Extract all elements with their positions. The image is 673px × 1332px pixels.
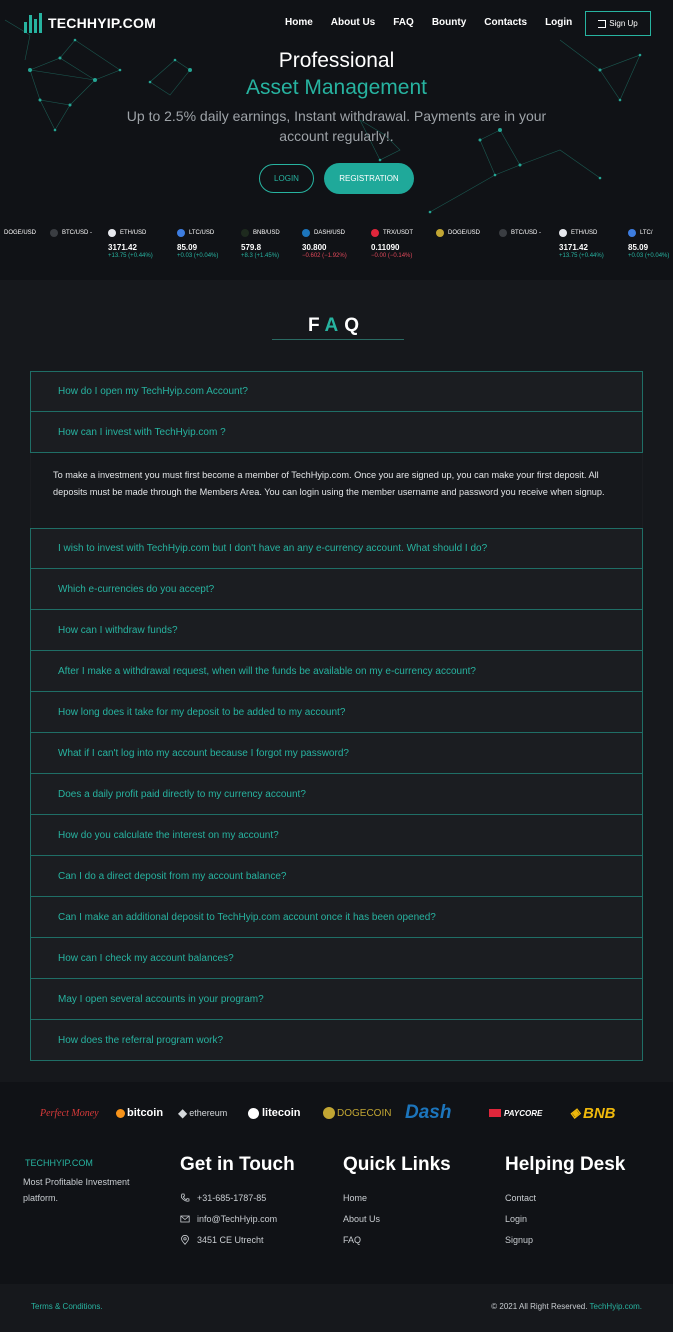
paycore-icon	[489, 1109, 501, 1117]
bnb-logo-text: BNB	[583, 1104, 616, 1122]
faq-question[interactable]: May I open several accounts in your program?	[30, 979, 643, 1020]
footer-email-text: info@TechHyip.com	[197, 1214, 278, 1224]
copyright-site-link[interactable]: TechHyip.com.	[589, 1302, 642, 1311]
ethereum-icon: ◆	[178, 1106, 188, 1120]
ticker-change: −0.00 (−0.14%)	[371, 253, 413, 259]
dogecoin-logo-text: DOGECOIN	[337, 1107, 392, 1119]
faq-question[interactable]: How do you calculate the interest on my account?	[30, 815, 643, 856]
quick-links-heading: Quick Links	[343, 1154, 451, 1175]
nav-home[interactable]: Home	[285, 17, 313, 28]
coin-icon	[302, 229, 310, 237]
footer-link-about-us[interactable]: About Us	[343, 1214, 381, 1224]
footer-link-login[interactable]: Login	[505, 1214, 528, 1224]
ticker-price: 85.09	[177, 243, 198, 252]
ticker-price: 0.11090	[371, 243, 400, 252]
bitcoin-logo-text: bitcoin	[127, 1107, 164, 1119]
footer-link-faq[interactable]: FAQ	[343, 1235, 362, 1245]
ticker-item[interactable]	[50, 229, 92, 243]
ticker-item[interactable]	[371, 229, 413, 259]
ticker-pair-label: TRX/USDT	[383, 230, 413, 236]
faq-question[interactable]: Which e-currencies do you accept?	[30, 569, 643, 610]
faq-question[interactable]: How can I withdraw funds?	[30, 610, 643, 651]
coin-icon	[108, 229, 116, 237]
faq-answer: To make a investment you must first become a member of TechHyip.com. Once you are signed up, you can make your first deposit. All deposits must be made through the Members Area. You can login using the member username and password you receive when signup.	[30, 453, 643, 528]
nav-login[interactable]: Login	[545, 17, 573, 28]
faq-heading-underline	[272, 339, 404, 340]
footer-link-home[interactable]: Home	[343, 1193, 368, 1203]
ticker-pair	[302, 229, 347, 237]
hero-registration-button[interactable]: REGISTRATION	[324, 163, 414, 194]
footer-description: Most Profitable Investment platform.	[23, 1177, 130, 1203]
logo-bars-icon	[24, 13, 44, 33]
faq-question[interactable]: Does a daily profit paid directly to my currency account?	[30, 774, 643, 815]
faq-question[interactable]: After I make a withdrawal request, when will the funds be available on my e-currency account?	[30, 651, 643, 692]
ticker-pair-label: ETH/USD	[571, 230, 598, 236]
faq-question[interactable]: How do I open my TechHyip.com Account?	[30, 371, 643, 412]
nav-contacts[interactable]: Contacts	[484, 17, 528, 28]
ticker-pair	[436, 229, 480, 237]
get-in-touch-heading: Get in Touch	[180, 1154, 295, 1175]
nav-faq[interactable]: FAQ	[393, 17, 414, 28]
faq-heading	[0, 315, 673, 337]
crypto-price-ticker	[0, 229, 673, 269]
ticker-item[interactable]	[559, 229, 604, 259]
faq-question[interactable]: Can I do a direct deposit from my account balance?	[30, 856, 643, 897]
hero-title-accent: Asset Management	[246, 76, 427, 99]
hero-login-button[interactable]: LOGIN	[259, 164, 314, 193]
dash-logo: Dash	[405, 1102, 452, 1123]
coin-icon	[559, 229, 567, 237]
bitcoin-icon	[116, 1109, 125, 1118]
main-nav	[285, 17, 590, 28]
ticker-item[interactable]	[499, 229, 541, 243]
faq-question[interactable]: How can I check my account balances?	[30, 938, 643, 979]
ticker-change: +0.03 (+0.04%)	[177, 253, 219, 259]
faq-question[interactable]: How can I invest with TechHyip.com ?	[30, 412, 643, 453]
ticker-pair-label: DOGE/USD	[4, 230, 37, 236]
top-navbar	[0, 0, 673, 46]
bitcoin-logo	[116, 1101, 163, 1125]
paycore-logo-text: PAYCORE	[504, 1108, 543, 1118]
ticker-change: −0.602 (−1.92%)	[302, 253, 347, 259]
footer-link-contact[interactable]: Contact	[505, 1193, 537, 1203]
ticker-pair	[371, 229, 413, 237]
ticker-item[interactable]	[302, 229, 347, 259]
footer-address-text: 3451 CE Utrecht	[197, 1235, 264, 1245]
paycore-logo	[489, 1101, 542, 1125]
ticker-pair-label: LTC/USD	[189, 230, 215, 236]
ticker-item[interactable]	[108, 229, 153, 259]
copyright-text: © 2021 All Right Reserved.	[491, 1302, 588, 1311]
ticker-price: 85.09	[628, 243, 649, 252]
ticker-pair	[241, 229, 280, 237]
ticker-item[interactable]	[436, 229, 480, 243]
ticker-pair-label: BTC/USD -	[511, 230, 541, 236]
ticker-change: +13.75 (+0.44%)	[559, 253, 604, 259]
ticker-item[interactable]	[628, 229, 669, 259]
footer-brand[interactable]: TECHHYIP.COM	[25, 1158, 93, 1168]
ticker-pair-label: DASH/USD	[314, 230, 346, 236]
coin-icon	[499, 229, 507, 237]
ticker-pair	[499, 229, 541, 237]
footer-address	[180, 1235, 264, 1245]
copyright	[491, 1302, 642, 1311]
faq-heading-a: A	[324, 315, 345, 336]
sign-in-icon	[598, 20, 606, 28]
faq-question[interactable]: How long does it take for my deposit to be added to my account?	[30, 692, 643, 733]
ticker-change: +8.3 (+1.45%)	[241, 253, 280, 259]
ticker-change: +13.75 (+0.44%)	[108, 253, 153, 259]
ethereum-logo-text: ethereum	[189, 1108, 228, 1118]
ticker-price: 3171.42	[559, 243, 588, 252]
signup-label: Sign Up	[609, 19, 638, 28]
nav-bounty[interactable]: Bounty	[431, 17, 467, 28]
ethereum-logo	[178, 1101, 227, 1125]
envelope-icon	[180, 1214, 190, 1224]
ticker-pair-label: BTC/USD -	[62, 230, 92, 236]
faq-heading-q: Q	[344, 315, 366, 336]
ticker-pair-label: BNB/USD	[253, 230, 280, 236]
ticker-pair	[177, 229, 218, 237]
bnb-icon: ◈	[570, 1105, 580, 1120]
ticker-pair-label: ETH/USD	[120, 230, 147, 236]
ticker-pair	[0, 229, 36, 237]
hero-section	[0, 0, 673, 280]
ticker-price: 579.8	[241, 243, 262, 252]
ticker-price: 3171.42	[108, 243, 137, 252]
dogecoin-logo	[323, 1101, 391, 1125]
litecoin-logo	[248, 1101, 301, 1125]
coin-icon	[628, 229, 636, 237]
map-pin-icon	[180, 1235, 190, 1245]
perfect-money-logo: Perfect Money	[40, 1107, 99, 1119]
logo-text: TECHHYIP.COM	[48, 15, 156, 31]
faq-accordion	[30, 371, 643, 1061]
ticker-pair-label: LTC/	[640, 230, 653, 236]
ticker-price: 30.800	[302, 243, 327, 252]
ticker-item[interactable]	[241, 229, 280, 259]
faq-heading-f: F	[307, 315, 325, 336]
coin-icon	[371, 229, 379, 237]
faq-question[interactable]: What if I can't log into my account because I forgot my password?	[30, 733, 643, 774]
ticker-item[interactable]	[0, 229, 36, 243]
faq-question[interactable]: I wish to invest with TechHyip.com but I don't have an any e-currency account. What should I do?	[30, 528, 643, 569]
ticker-pair-label: DOGE/USD	[448, 230, 481, 236]
helping-desk-heading: Helping Desk	[505, 1154, 626, 1175]
ticker-pair	[628, 229, 669, 237]
terms-link[interactable]: Terms & Conditions.	[31, 1302, 103, 1311]
footer-link-signup[interactable]: Signup	[505, 1235, 534, 1245]
nav-about-us[interactable]: About Us	[330, 17, 376, 28]
coin-icon	[241, 229, 249, 237]
phone-icon	[180, 1193, 190, 1203]
faq-question[interactable]: Can I make an additional deposit to TechHyip.com account once it has been opened?	[30, 897, 643, 938]
footer-phone[interactable]	[180, 1193, 266, 1203]
site-logo[interactable]	[24, 13, 156, 33]
ticker-pair	[108, 229, 153, 237]
ticker-pair	[50, 229, 92, 237]
ticker-change: +0.03 (+0.04%)	[628, 253, 670, 259]
signup-button[interactable]	[585, 11, 651, 36]
ticker-item[interactable]	[177, 229, 218, 259]
coin-icon	[436, 229, 444, 237]
footer-email[interactable]	[180, 1214, 277, 1224]
footer-phone-text: +31-685-1787-85	[197, 1193, 267, 1203]
litecoin-logo-text: litecoin	[262, 1107, 301, 1119]
litecoin-icon	[248, 1108, 259, 1119]
hero-subtitle: Up to 2.5% daily earnings, Instant withdrawal. Payments are in your account regularly!.	[126, 108, 547, 144]
faq-question[interactable]: How does the referral program work?	[30, 1020, 643, 1061]
ticker-pair	[559, 229, 604, 237]
hero-title: Professional	[278, 49, 395, 72]
coin-icon	[50, 229, 58, 237]
bnb-logo	[570, 1101, 616, 1125]
dogecoin-icon	[323, 1107, 335, 1119]
coin-icon	[177, 229, 185, 237]
